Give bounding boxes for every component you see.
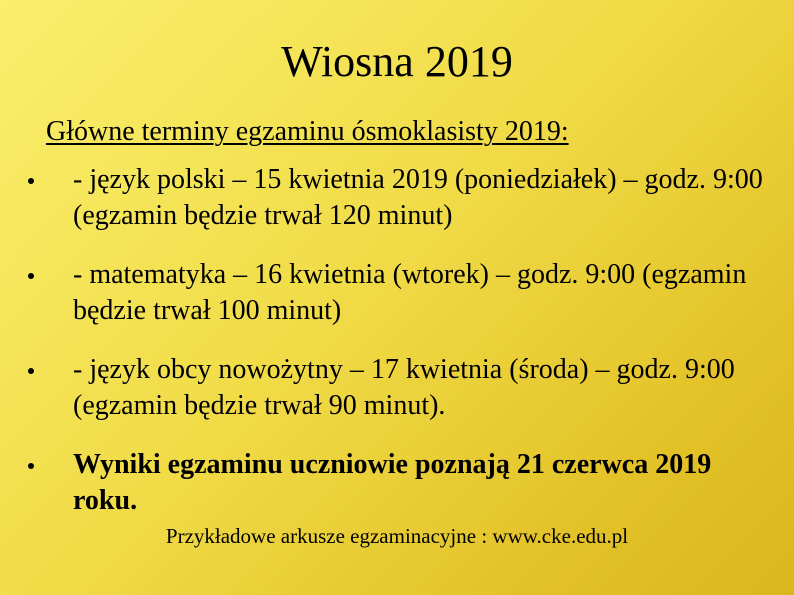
bullet-item-foreign-language xyxy=(26,352,766,424)
bullet-dot-icon xyxy=(28,178,34,184)
bullet-item-math xyxy=(26,257,766,329)
slide-footer: Przykładowe arkusze egzaminacyjne : www.cke.edu.pl xyxy=(165,524,629,548)
bullet-list xyxy=(26,162,766,542)
bullet-item-results xyxy=(26,447,766,519)
bullet-text: - język polski – 15 kwietnia 2019 (poniedziałek) – godz. 9:00 (egzamin będzie trwał 120 minut) xyxy=(73,164,763,231)
bullet-dot-icon xyxy=(28,368,34,374)
bullet-text: Wyniki egzaminu uczniowie poznają 21 czerwca 2019 roku. xyxy=(73,449,712,516)
slide-subtitle: Główne terminy egzaminu ósmoklasisty 2019: xyxy=(46,116,569,147)
slide-title: Wiosna 2019 xyxy=(281,37,513,86)
bullet-item-polish xyxy=(26,162,766,234)
bullet-dot-icon xyxy=(28,273,34,279)
bullet-text: - język obcy nowożytny – 17 kwietnia (środa) – godz. 9:00 (egzamin będzie trwał 90 minut). xyxy=(73,354,735,421)
bullet-text: - matematyka – 16 kwietnia (wtorek) – godz. 9:00 (egzamin będzie trwał 100 minut) xyxy=(73,259,747,326)
bullet-dot-icon xyxy=(28,463,34,469)
